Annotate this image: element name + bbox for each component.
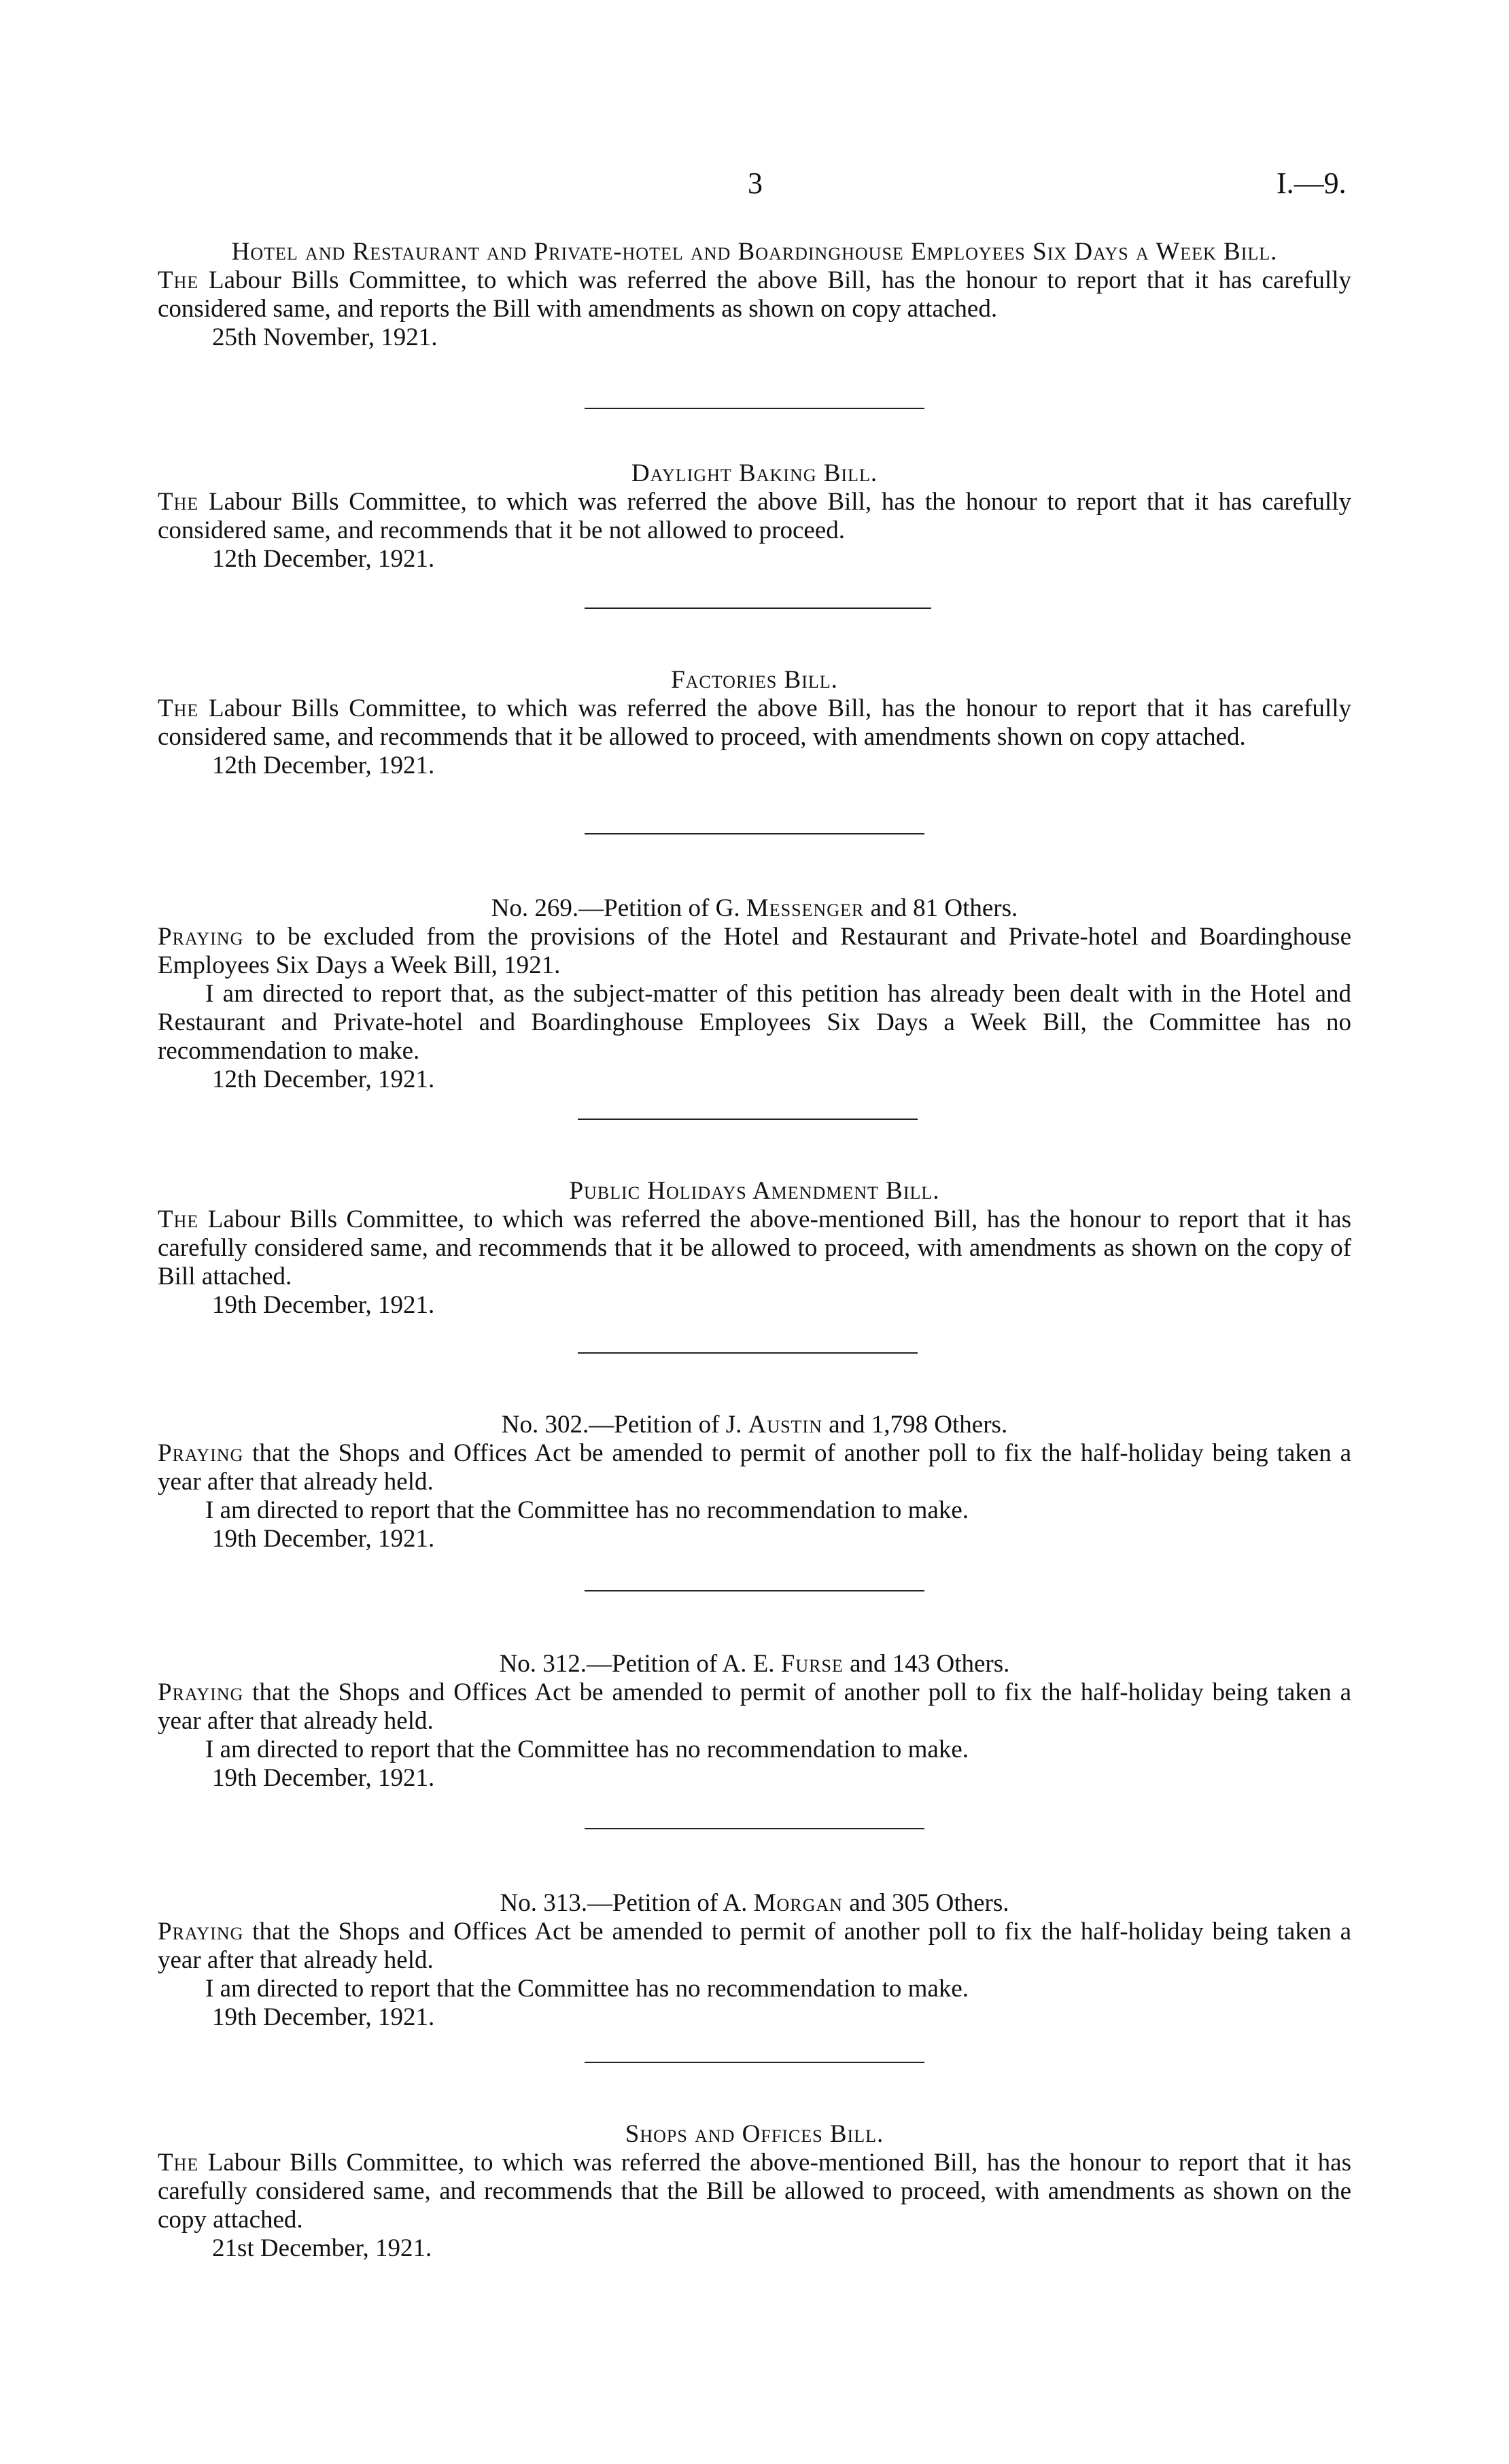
petitioner-name: Austin — [748, 1411, 822, 1439]
lead-word: The — [158, 266, 199, 294]
report-text: Labour Bills Committee, to which was referred the above-mentioned Bill, has the honour to report that it has carefully considered same, and recommends that it be allowed to proceed, with amendments as shown on the copy of Bill attached. — [158, 1205, 1351, 1290]
praying-text: that the Shops and Offices Act be amended to permit of another poll to fix the half-holiday being taken a year after that already held. — [158, 1439, 1351, 1496]
report-date: 12th December, 1921. — [212, 1066, 435, 1093]
praying-text: that the Shops and Offices Act be amended to permit of another poll to fix the half-holiday being taken a year after that already held. — [158, 1678, 1351, 1735]
section-hotel-restaurant-bill — [158, 238, 1351, 352]
report-paragraph — [158, 266, 1351, 323]
section-divider — [585, 833, 924, 834]
section-divider — [585, 408, 924, 409]
petition-number: No. 269.—Petition of G. — [491, 894, 746, 922]
lead-word: Praying — [158, 1918, 244, 1946]
praying-text: that the Shops and Offices Act be amended to permit of another poll to fix the half-holiday being taken a year after that already held. — [158, 1918, 1351, 1974]
praying-paragraph — [158, 923, 1351, 980]
petition-others: and 143 Others. — [843, 1650, 1010, 1678]
page-number: 3 — [748, 166, 763, 200]
page-reference: I.—9. — [1277, 166, 1347, 200]
section-divider — [578, 1352, 918, 1354]
report-paragraph — [158, 2149, 1351, 2234]
section-petition-269 — [158, 894, 1351, 1094]
report-text: Labour Bills Committee, to which was referred the above Bill, has the honour to report that it has carefully considered same, and recommends that it be not allowed to proceed. — [158, 488, 1351, 544]
section-divider — [585, 1590, 924, 1591]
section-divider — [578, 1119, 918, 1120]
section-public-holidays-bill — [158, 1177, 1351, 1320]
petition-others: and 305 Others. — [842, 1889, 1009, 1917]
section-factories-bill — [158, 666, 1351, 780]
report-text: Labour Bills Committee, to which was referred the above Bill, has the honour to report that it has carefully considered same, and reports the Bill with amendments as shown on copy attached. — [158, 266, 1351, 323]
lead-word: The — [158, 488, 199, 516]
section-petition-312 — [158, 1650, 1351, 1793]
lead-word: The — [158, 1205, 199, 1233]
petitioner-name: Morgan — [753, 1889, 843, 1917]
section-heading: Daylight Baking Bill. — [631, 459, 878, 487]
petition-number: No. 302.—Petition of J. — [501, 1411, 748, 1439]
section-petition-302 — [158, 1411, 1351, 1553]
petition-others: and 1,798 Others. — [822, 1411, 1008, 1439]
lead-word: The — [158, 694, 199, 722]
section-shops-offices-bill — [158, 2120, 1351, 2263]
section-divider — [585, 2062, 924, 2063]
section-heading: Hotel and Restaurant and Private-hotel and Boardinghouse Employees Six Days a Week Bill. — [231, 238, 1278, 266]
praying-text: to be excluded from the provisions of the Hotel and Restaurant and Private-hotel and Boardinghouse Employees Six Days a Week Bill, 1921. — [158, 923, 1351, 979]
praying-paragraph — [158, 1678, 1351, 1736]
petition-number: No. 313.—Petition of A. — [500, 1889, 754, 1917]
petition-others: and 81 Others. — [864, 894, 1018, 922]
report-text: Labour Bills Committee, to which was referred the above Bill, has the honour to report that it has carefully considered same, and recommends that it be allowed to proceed, with amendments shown on copy attached. — [158, 694, 1351, 751]
praying-paragraph — [158, 1918, 1351, 1975]
lead-word: Praying — [158, 1678, 244, 1706]
section-heading: Shops and Offices Bill. — [625, 2120, 884, 2148]
section-petition-313 — [158, 1889, 1351, 2032]
section-daylight-baking-bill — [158, 459, 1351, 574]
report-paragraph: I am directed to report that the Committee has no recommendation to make. — [205, 1496, 969, 1524]
section-divider — [585, 608, 931, 609]
lead-word: Praying — [158, 923, 244, 951]
section-heading: Public Holidays Amendment Bill. — [569, 1177, 940, 1205]
report-date: 19th December, 1921. — [212, 1525, 435, 1553]
petition-number: No. 312.—Petition of A. E. — [499, 1650, 781, 1678]
petition-heading — [158, 1650, 1351, 1678]
lead-word: Praying — [158, 1439, 244, 1467]
report-paragraph — [158, 1205, 1351, 1291]
report-paragraph — [158, 488, 1351, 545]
petitioner-name: Messenger — [746, 894, 865, 922]
report-date: 19th December, 1921. — [212, 1764, 435, 1792]
petitioner-name: Furse — [780, 1650, 844, 1678]
petition-heading — [158, 894, 1351, 923]
report-paragraph — [158, 694, 1351, 752]
report-date: 19th December, 1921. — [212, 1291, 435, 1319]
praying-paragraph — [158, 1439, 1351, 1496]
report-paragraph: I am directed to report that, as the subject-matter of this petition has already been dealt with in the Hotel and Restaurant and Private-hotel and Boardinghouse Employees Six Days a Week Bill, the Committee has no recommendation to make. — [158, 980, 1351, 1065]
petition-heading — [158, 1889, 1351, 1918]
section-heading: Factories Bill. — [671, 666, 838, 694]
petition-heading — [158, 1411, 1351, 1439]
section-divider — [585, 1828, 924, 1829]
report-date: 25th November, 1921. — [212, 323, 438, 351]
report-date: 21st December, 1921. — [212, 2234, 432, 2262]
report-date: 19th December, 1921. — [212, 2003, 435, 2031]
report-paragraph: I am directed to report that the Committee has no recommendation to make. — [205, 1736, 969, 1763]
report-date: 12th December, 1921. — [212, 545, 435, 573]
lead-word: The — [158, 2149, 199, 2177]
report-date: 12th December, 1921. — [212, 752, 435, 779]
report-paragraph: I am directed to report that the Committee has no recommendation to make. — [205, 1975, 969, 2003]
report-text: Labour Bills Committee, to which was referred the above-mentioned Bill, has the honour to report that it has carefully considered same, and recommends that the Bill be allowed to proceed, with amendments as shown on the copy attached. — [158, 2149, 1351, 2234]
